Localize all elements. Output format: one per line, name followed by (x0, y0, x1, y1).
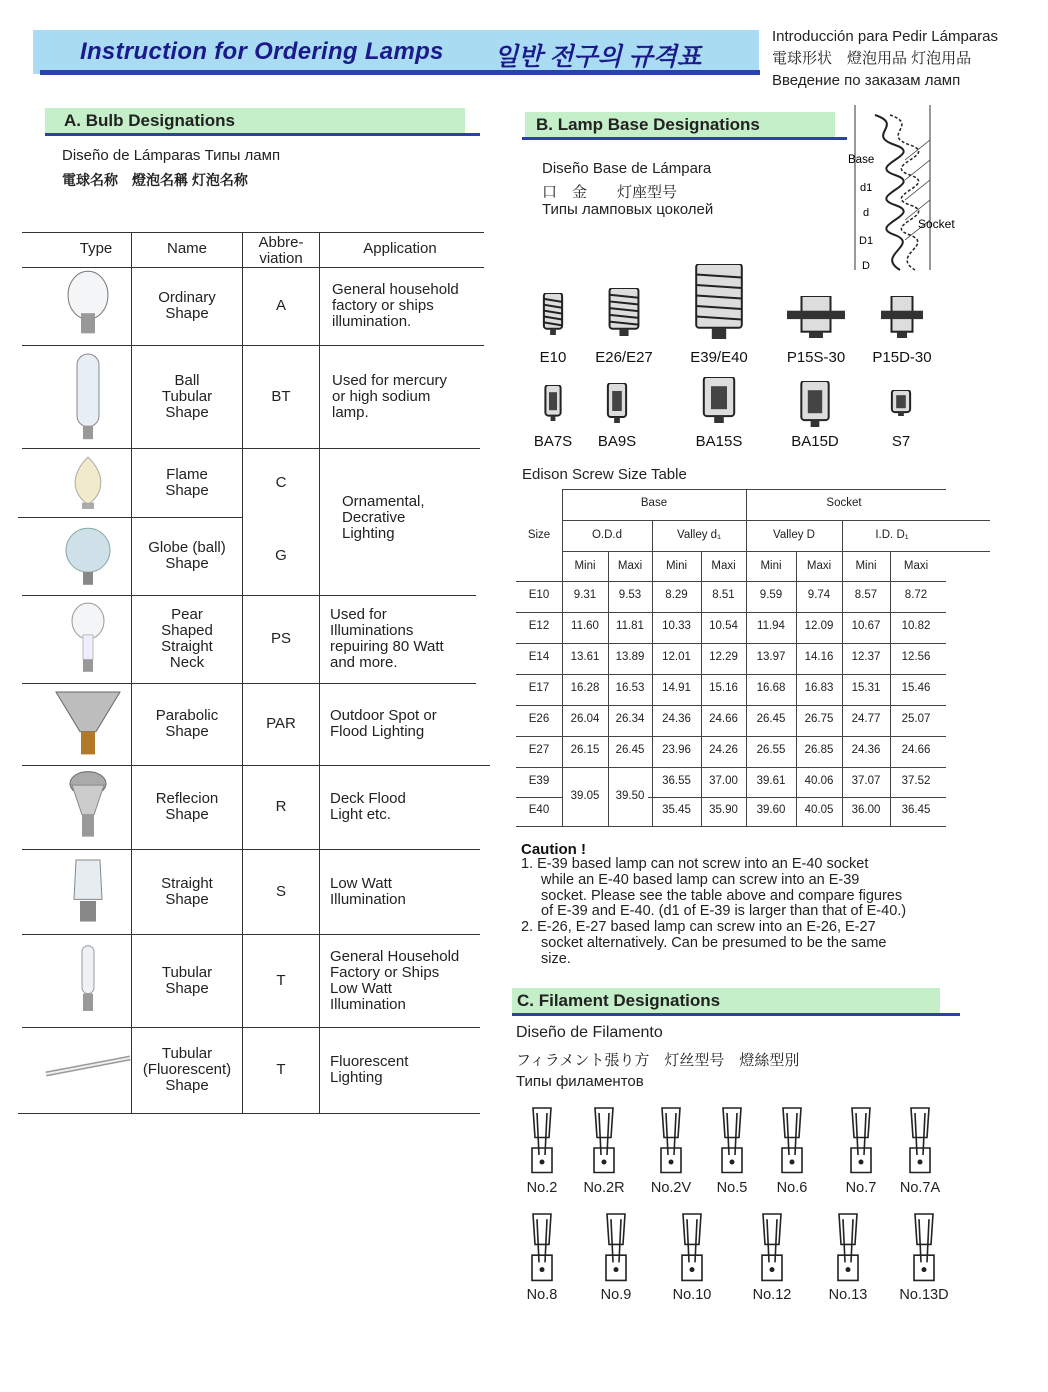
screw-table-value: 13.61 (570, 651, 600, 663)
bulb-name (132, 791, 242, 823)
screw-table-rule (562, 520, 990, 521)
bulb-shape-icon (38, 598, 138, 680)
screw-table-value: 16.83 (804, 682, 834, 694)
screw-table-header-min-max: Mini (760, 560, 782, 572)
filament-label: No.10 (672, 1287, 712, 1303)
bulb-application-line: Light etc. (330, 806, 391, 823)
column-header-type: Type (79, 240, 113, 257)
caution-item-line: 2. E-26, E-27 based lamp can screw into an E-26, E-27 (521, 919, 876, 935)
screw-table-size: E39 (528, 775, 550, 787)
screw-table-value: 40.06 (804, 775, 834, 787)
screw-table-size: E14 (528, 651, 550, 663)
screw-table-value: 16.28 (570, 682, 600, 694)
screw-table-value: 8.72 (904, 589, 928, 601)
filament-label: No.2R (583, 1180, 625, 1196)
bulb-application-line: Decrative (342, 509, 406, 526)
filament-icon (715, 1106, 749, 1176)
screw-table-value: 14.16 (804, 651, 834, 663)
section-b-underline (522, 137, 847, 140)
screw-table-value: 26.85 (804, 744, 834, 756)
bulb-shape-icon (38, 1030, 138, 1110)
screw-table-value: 26.45 (615, 744, 645, 756)
lamp-base-label: E10 (539, 349, 567, 366)
lamp-base-label: BA15D (791, 433, 839, 450)
section-b-subtitle-1: Diseño Base de Lámpara (542, 160, 712, 177)
screw-table-value: 9.31 (573, 589, 597, 601)
screw-table-header-min-max: Mini (665, 560, 688, 572)
screw-table-value: 23.96 (662, 744, 691, 756)
bulb-name-line: Shaped (161, 622, 213, 639)
screw-table-value: 11.60 (571, 620, 599, 632)
screw-table-size: E26 (528, 713, 550, 725)
bulb-name (132, 373, 242, 421)
caution-item-line: size. (541, 950, 571, 967)
bulb-application (332, 282, 482, 330)
bulb-name (132, 290, 242, 322)
screw-table-rule (516, 826, 946, 827)
section-c-subtitle-3: Типы филаментов (516, 1073, 644, 1090)
bulb-shape-icon (38, 852, 138, 931)
lamp-base-icon (699, 377, 739, 423)
column-header-application: Application (363, 240, 437, 257)
diagram-label-D1: D1 (859, 235, 874, 247)
screw-table-value: 39.61 (756, 775, 786, 787)
screw-table-rule (648, 797, 946, 798)
screw-table-value: 11.81 (616, 620, 644, 632)
filament-label: No.9 (600, 1287, 632, 1303)
bulb-name-line: Straight (161, 638, 213, 655)
bulb-shape-icon (38, 686, 138, 762)
bulb-name-line: (Fluorescent) (142, 1061, 232, 1078)
screw-table-value: 12.56 (901, 651, 931, 663)
page-title-korean: 일반 전구의 규격표 (494, 43, 702, 71)
screw-table-value: 10.33 (662, 620, 691, 632)
diagram-label-D: D (862, 260, 870, 272)
screw-table-value: 8.57 (854, 589, 878, 601)
screw-table-rule (516, 797, 562, 798)
bulb-name-line: Neck (169, 654, 205, 671)
table-a-rule (22, 683, 476, 684)
bulb-application-line: factory or ships (332, 297, 434, 314)
screw-table-rule (562, 489, 946, 490)
lamp-base-label: E39/E40 (690, 349, 748, 366)
screw-table-header-min-max: Maxi (806, 560, 832, 572)
screw-table-value: 26.34 (615, 713, 645, 725)
screw-table-value: 26.75 (804, 713, 834, 725)
screw-table-rule (516, 581, 946, 582)
screw-table-header-socket: Socket (826, 497, 862, 509)
bulb-shape-icon (38, 520, 138, 592)
base-socket-diagram (845, 100, 975, 280)
table-a-rule (22, 934, 480, 935)
screw-table-size: E12 (528, 620, 550, 632)
screw-table-value: 36.55 (662, 775, 691, 787)
bulb-name-line: Tubular (161, 963, 213, 981)
bulb-abbreviation: C (275, 473, 287, 491)
lamp-base-label: E26/E27 (595, 349, 653, 366)
screw-table-value: 9.74 (807, 589, 831, 601)
screw-table-value: 36.00 (851, 804, 881, 816)
section-c-underline (512, 1013, 960, 1016)
filament-icon (587, 1106, 621, 1176)
bulb-application-line: Illumination (330, 890, 406, 908)
screw-table-rule (516, 643, 946, 644)
filament-icon (525, 1106, 559, 1176)
screw-table-value: 15.46 (901, 682, 931, 694)
bulb-name-line: Shape (165, 979, 209, 997)
table-a-rule (22, 849, 480, 850)
screw-table-value: 15.16 (709, 682, 738, 694)
filament-icon (906, 1212, 942, 1284)
caution-item-line: while an E-40 based lamp can screw into an E-39 (541, 871, 860, 888)
bulb-application-line: Lighting (330, 1069, 383, 1086)
screw-table-header-min-max: Mini (855, 560, 877, 572)
caution-item (521, 920, 961, 967)
lamp-base-label: S7 (891, 433, 911, 450)
screw-table-value: 26.45 (756, 713, 786, 725)
screw-table-value: 24.66 (709, 713, 738, 725)
caution-item-line: 1. E-39 based lamp can not screw into an E-40 socket (521, 856, 869, 872)
screw-table-value: 37.52 (901, 775, 931, 787)
bulb-name (132, 540, 242, 572)
bulb-shape-icon (38, 270, 138, 342)
lamp-base-icon (787, 296, 845, 338)
screw-table-title: Edison Screw Size Table (522, 466, 687, 483)
screw-table-size: E40 (528, 804, 550, 816)
screw-table-header-min-max: Maxi (903, 560, 929, 572)
lamp-base-label: BA7S (533, 433, 573, 450)
bulb-abbreviation: T (276, 971, 286, 989)
bulb-application-line: Deck Flood (330, 790, 406, 807)
screw-table-value: 16.53 (615, 682, 645, 694)
screw-table-value: 15.31 (851, 682, 881, 694)
table-a-rule (18, 1113, 480, 1114)
bulb-name-line: Tubular (161, 1045, 213, 1062)
bulb-application (330, 708, 480, 740)
screw-table-rule (516, 705, 946, 706)
bulb-abbreviation: R (275, 798, 287, 815)
screw-table-value: 12.29 (709, 651, 738, 663)
bulb-application-line: Used for (330, 606, 387, 623)
screw-table-rule (516, 767, 946, 768)
screw-table-value: 10.82 (901, 620, 931, 632)
lamp-base-label: P15D-30 (872, 349, 932, 366)
bulb-name (132, 965, 242, 997)
bulb-application (330, 1054, 480, 1086)
filament-label: No.5 (716, 1180, 748, 1196)
bulb-application (332, 373, 482, 421)
screw-table-value: 13.89 (615, 651, 645, 663)
bulb-application-line: Fluorescent (330, 1053, 409, 1070)
lamp-base-icon (881, 296, 923, 338)
screw-table-rule (516, 612, 946, 613)
bulb-name-line: Shape (165, 481, 209, 499)
screw-table-rule (562, 551, 990, 552)
screw-table-header-min-max: Maxi (711, 560, 736, 572)
bulb-name-line: Shape (165, 806, 209, 823)
lamp-base-icon (605, 383, 629, 423)
alt-titles (772, 26, 998, 92)
caution-title: Caution ! (521, 841, 586, 858)
table-a-rule (22, 448, 480, 449)
bulb-application-line: illumination. (332, 313, 412, 330)
bulb-name-line: Ordinary (158, 289, 216, 306)
bulb-name-line: Shape (165, 723, 209, 740)
screw-table-size: E27 (528, 744, 550, 756)
bulb-shape-icon (38, 937, 138, 1024)
screw-table-value: 37.07 (851, 775, 881, 787)
filament-icon (830, 1212, 866, 1284)
screw-table-rule (516, 674, 946, 675)
bulb-application-line: Low Watt (330, 874, 392, 892)
table-a-column-rule (319, 232, 320, 1113)
screw-table-value: 14.91 (662, 682, 691, 694)
filament-icon (654, 1106, 688, 1176)
screw-table-value: 9.53 (618, 589, 642, 601)
bulb-application-line: Low Watt (330, 979, 392, 997)
screw-table-value: 12.01 (662, 651, 691, 663)
screw-table-value: 24.36 (851, 744, 881, 756)
bulb-shape-icon (38, 768, 138, 846)
bulb-abbreviation: PAR (266, 715, 296, 732)
bulb-name (132, 708, 242, 740)
filament-icon (524, 1212, 560, 1284)
screw-table-value: 39.50 (615, 790, 645, 802)
section-b-title: B. Lamp Base Designations (536, 115, 760, 134)
diagram-label-d1: d1 (860, 182, 873, 194)
bulb-name-line: Shape (165, 555, 209, 572)
screw-table-header-odd: O.D.d (591, 529, 623, 541)
screw-table-header-min-max: Mini (574, 560, 596, 572)
section-a-underline (45, 133, 480, 136)
lamp-base-icon (541, 293, 565, 335)
bulb-application-line: Illumination (330, 995, 406, 1013)
bulb-name-line: Shape (165, 305, 209, 322)
screw-table-header-min-max: Maxi (617, 560, 643, 572)
lamp-base-label: P15S-30 (786, 349, 846, 366)
bulb-application-line: Used for mercury (332, 371, 448, 389)
screw-table-header-valley-d1: Valley d₁ (677, 529, 721, 541)
bulb-name (132, 467, 242, 499)
bulb-application-line: Ornamental, (342, 493, 425, 510)
screw-table-value: 8.29 (665, 589, 688, 601)
bulb-name-line: Shape (165, 403, 209, 421)
bulb-name-line: Flame (166, 465, 208, 483)
caution-item-line: socket alternatively. Can be presumed to be the same (541, 934, 887, 951)
screw-table-value: 8.51 (712, 589, 735, 601)
filament-label: No.8 (526, 1287, 558, 1303)
bulb-application-line: lamp. (332, 403, 369, 421)
lamp-base-icon (689, 264, 749, 339)
bulb-name-line: Straight (161, 874, 213, 892)
bulb-name-line: Shape (165, 1077, 209, 1094)
screw-table-value: 35.90 (709, 804, 738, 816)
filament-label: No.2 (526, 1180, 558, 1196)
caution-item (521, 857, 961, 920)
screw-table-value: 26.04 (570, 713, 600, 725)
bulb-abbreviation: S (275, 882, 286, 900)
section-c-subtitle-1: Diseño de Filamento (516, 1024, 663, 1041)
diagram-label-socket: Socket (918, 217, 955, 231)
column-header-abbreviation-2: viation (259, 250, 303, 267)
screw-table-value: 39.05 (570, 790, 600, 802)
alt-title-chinese: 電球形状 燈泡用品 灯泡用品 (772, 50, 972, 67)
caution-item-line: of E-39 and E-40. (d1 of E-39 is larger than that of E-40.) (541, 903, 907, 920)
diagram-label-base: Base (848, 154, 875, 166)
table-a-rule (22, 267, 484, 268)
screw-table-value: 25.07 (901, 713, 931, 725)
screw-table-value: 10.67 (851, 620, 881, 632)
lamp-base-label: BA9S (597, 433, 637, 450)
screw-table-value: 9.59 (759, 589, 783, 601)
bulb-shape-icon (38, 451, 138, 514)
bulb-name-line: Tubular (161, 387, 213, 405)
screw-table-rule (516, 736, 946, 737)
filament-icon (775, 1106, 809, 1176)
bulb-name-line: Ball (174, 371, 200, 389)
filament-icon (844, 1106, 878, 1176)
screw-table-header-id: I.D. D₁ (875, 529, 909, 541)
screw-table-value: 24.77 (851, 713, 881, 725)
table-a-rule (22, 765, 490, 766)
table-a-rule (22, 595, 476, 596)
section-a-subtitle-2: 電球名称 燈泡名稱 灯泡名称 (62, 172, 248, 188)
bulb-name-line: Globe (ball) (148, 539, 226, 556)
filament-label: No.7 (845, 1180, 877, 1196)
screw-table-value: 24.36 (662, 713, 691, 725)
screw-table-size: E10 (528, 589, 550, 601)
bulb-name-line: Pear (171, 606, 203, 623)
screw-table-value: 40.05 (804, 804, 834, 816)
bulb-name-line: Parabolic (155, 707, 219, 724)
filament-label: No.13 (828, 1287, 868, 1303)
screw-table-value: 24.66 (901, 744, 931, 756)
bulb-application (342, 494, 492, 542)
bulb-abbreviation: T (276, 1061, 286, 1078)
screw-table-value: 26.55 (756, 744, 786, 756)
bulb-abbreviation: A (275, 297, 286, 314)
section-b-subtitle-3: Типы ламповых цоколей (542, 201, 714, 218)
screw-table-header-base: Base (640, 497, 668, 509)
bulb-abbreviation: PS (270, 630, 291, 647)
screw-table-value: 37.00 (709, 775, 738, 787)
filament-icon (903, 1106, 937, 1176)
screw-table-size: E17 (528, 682, 550, 694)
filament-label: No.7A (899, 1180, 941, 1196)
alt-title-russian: Введение по заказам ламп (772, 72, 961, 89)
bulb-application-line: Factory or Ships (330, 963, 440, 981)
filament-icon (754, 1212, 790, 1284)
bulb-application (330, 949, 480, 1013)
filament-label: No.6 (776, 1180, 808, 1196)
column-header-name: Name (166, 240, 207, 257)
table-a-rule (18, 517, 242, 518)
filament-label: No.2V (650, 1180, 692, 1196)
filament-label: No.12 (752, 1287, 792, 1303)
screw-table-value: 12.09 (804, 620, 834, 632)
section-c-title: C. Filament Designations (517, 991, 721, 1010)
bulb-application-line: General Household (330, 947, 460, 965)
bulb-name (132, 1046, 242, 1094)
screw-table-value: 24.26 (709, 744, 738, 756)
lamp-base-icon (543, 385, 563, 421)
caution-item-line: socket. Please see the table above and compare figures (541, 887, 903, 904)
screw-table-value: 16.68 (756, 682, 786, 694)
lamp-base-icon (605, 288, 643, 336)
filament-icon (674, 1212, 710, 1284)
bulb-shape-icon (38, 348, 138, 445)
screw-table-value: 11.94 (757, 620, 785, 632)
table-a-rule (22, 345, 484, 346)
alt-title-spanish: Introducción para Pedir Lámparas (772, 28, 998, 45)
lamp-base-icon (797, 381, 833, 427)
screw-table-header-valley-D: Valley D (773, 529, 815, 541)
section-a-title: A. Bulb Designations (64, 111, 235, 130)
screw-table-value: 26.15 (570, 744, 600, 756)
filament-icon (598, 1212, 634, 1284)
table-a-rule (22, 1027, 480, 1028)
screw-table-value: 10.54 (709, 620, 738, 632)
screw-table-value: 39.60 (756, 804, 786, 816)
lamp-base-icon (889, 390, 913, 416)
lamp-base-label: BA15S (695, 433, 743, 450)
bulb-name-line: Reflecion (155, 790, 219, 807)
bulb-application-line: repuiring 80 Watt (330, 638, 444, 655)
bulb-name (132, 607, 242, 671)
screw-table-header-size: Size (527, 529, 551, 541)
screw-table-value: 12.37 (851, 651, 881, 663)
bulb-name (132, 876, 242, 908)
bulb-application-line: Outdoor Spot or (330, 707, 437, 724)
bulb-application-line: and more. (330, 654, 398, 671)
column-header-abbreviation-1: Abbre- (258, 234, 304, 251)
bulb-name-line: Shape (165, 890, 209, 908)
section-a-subtitle-1: Diseño de Lámparas Типы ламп (62, 147, 281, 164)
screw-table-value: 36.45 (901, 804, 931, 816)
bulb-application-line: Illuminations (330, 622, 414, 639)
diagram-label-d: d (863, 207, 870, 219)
bulb-abbreviation: G (275, 547, 287, 564)
bulb-abbreviation: BT (271, 387, 291, 405)
table-a-rule (22, 232, 484, 233)
page-title: Instruction for Ordering Lamps (80, 38, 444, 65)
bulb-application-line: Lighting (342, 525, 395, 542)
bulb-application-line: or high sodium (332, 387, 431, 405)
screw-table-value: 35.45 (662, 804, 691, 816)
bulb-application-line: General household (332, 281, 459, 298)
bulb-application (330, 607, 480, 671)
screw-table-value: 13.97 (756, 651, 786, 663)
filament-label: No.13D (899, 1287, 949, 1303)
bulb-application (330, 791, 480, 823)
section-b-subtitle-2: 口 金 灯座型号 (542, 184, 678, 201)
section-c-subtitle-2: フィラメント張り方 灯丝型号 燈絲型別 (516, 1052, 800, 1069)
bulb-application-line: Flood Lighting (330, 723, 425, 740)
bulb-application (330, 876, 480, 908)
